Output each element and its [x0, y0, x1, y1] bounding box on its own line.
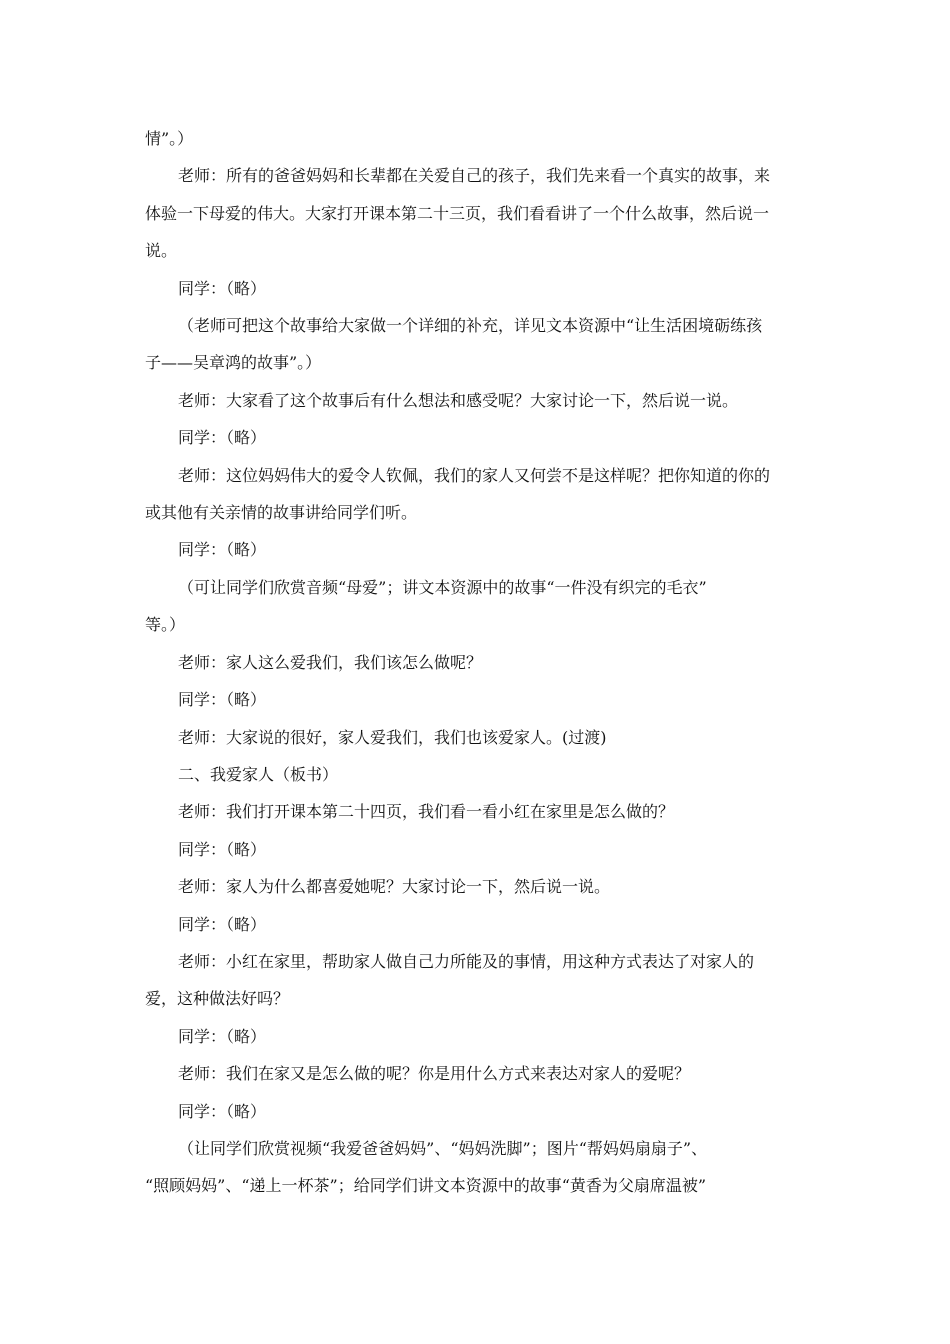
paragraph-line: “照顾妈妈”、“递上一杯茶”；给同学们讲文本资源中的故事“黄香为父扇席温被” — [145, 1176, 707, 1196]
paragraph-line: 老师：小红在家里，帮助家人做自己力所能及的事情，用这种方式表达了对家人的 — [178, 951, 755, 971]
document-body — [145, 120, 805, 1205]
paragraph-line: （老师可把这个故事给大家做一个详细的补充，详见文本资源中“让生活困境砺练孩 — [178, 316, 763, 336]
paragraph-line: 同学：（略） — [178, 1101, 267, 1121]
paragraph-line: 或其他有关亲情的故事讲给同学们听。 — [145, 503, 418, 523]
paragraph-line: 爱，这种做法好吗？ — [145, 989, 290, 1009]
paragraph-line: 同学：（略） — [178, 690, 267, 710]
paragraph-line: 同学：（略） — [178, 278, 267, 298]
paragraph-line: 老师：家人这么爱我们，我们该怎么做呢？ — [178, 652, 483, 672]
paragraph-line: （可让同学们欣赏音频“母爱”；讲文本资源中的故事“一件没有织完的毛衣” — [178, 577, 707, 597]
paragraph-line: 同学：（略） — [178, 428, 267, 448]
section-heading: 二、我爱家人（板书） — [178, 764, 339, 784]
paragraph-line: 老师：我们打开课本第二十四页，我们看一看小红在家里是怎么做的？ — [178, 802, 675, 822]
paragraph-line: 子——吴章鸿的故事”。） — [145, 353, 322, 373]
paragraph-line: 情”。） — [145, 129, 194, 148]
paragraph-line: 等。） — [145, 615, 186, 635]
paragraph-line: 老师：我们在家又是怎么做的呢？你是用什么方式来表达对家人的爱呢？ — [178, 1064, 691, 1084]
paragraph-line: 同学：（略） — [178, 839, 267, 859]
paragraph-line: 老师：大家看了这个故事后有什么想法和感受呢？大家讨论一下，然后说一说。 — [178, 390, 739, 410]
paragraph-line: 老师：所有的爸爸妈妈和长辈都在关爱自己的孩子，我们先来看一个真实的故事，来 — [178, 166, 771, 186]
paragraph-line: 同学：（略） — [178, 914, 267, 934]
paragraph-line: 体验一下母爱的伟大。大家打开课本第二十三页，我们看看讲了一个什么故事，然后说一 — [145, 203, 770, 223]
paragraph-line: 同学：（略） — [178, 540, 267, 560]
paragraph-line: 老师：大家说的很好，家人爱我们，我们也该爱家人。(过渡) — [178, 727, 607, 747]
paragraph-line: 老师：家人为什么都喜爱她呢？大家讨论一下，然后说一说。 — [178, 877, 611, 897]
paragraph-line: 说。 — [145, 241, 178, 261]
paragraph-line: （让同学们欣赏视频“我爱爸爸妈妈”、“妈妈洗脚”；图片“帮妈妈扇扇子”、 — [178, 1138, 708, 1158]
paragraph-line: 老师：这位妈妈伟大的爱令人钦佩，我们的家人又何尝不是这样呢？把你知道的你的 — [178, 465, 771, 485]
paragraph-line: 同学：（略） — [178, 1026, 267, 1046]
